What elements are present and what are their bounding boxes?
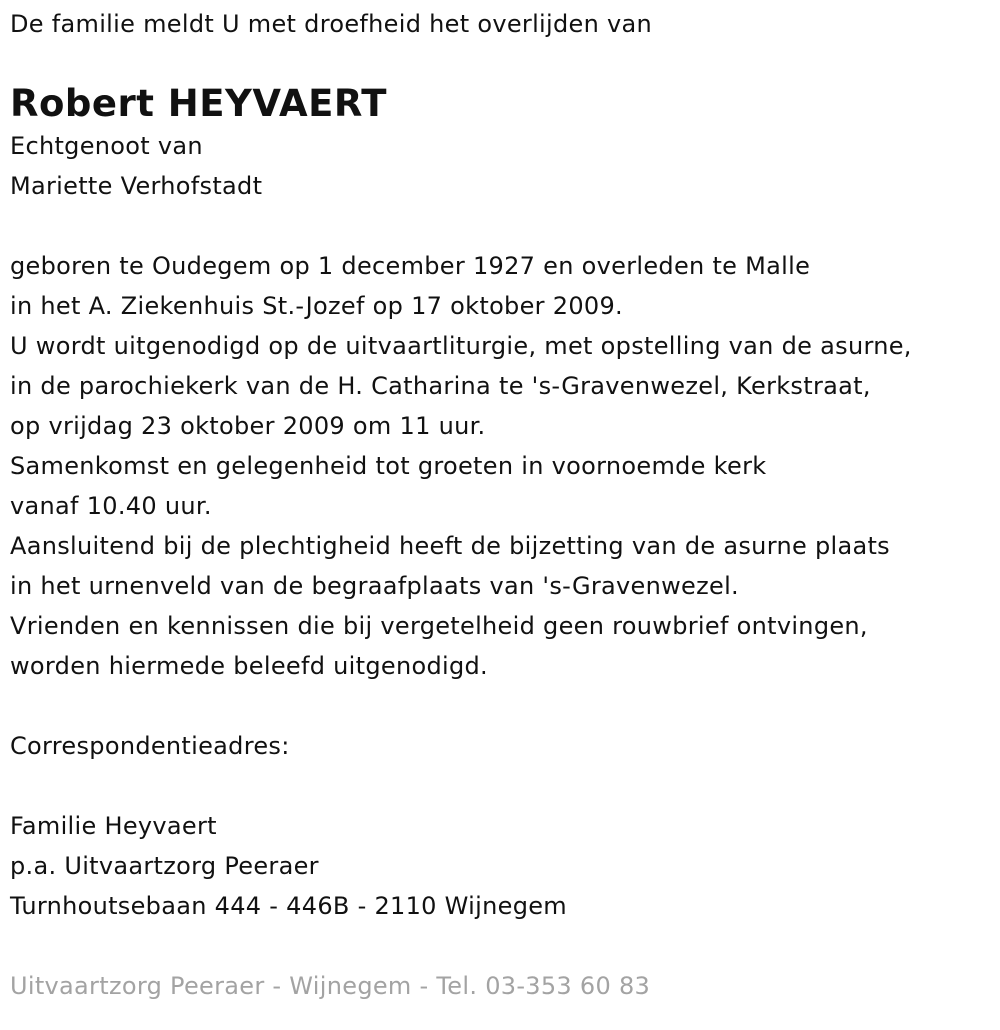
correspondence-address — [10, 806, 995, 926]
body-line: op vrijdag 23 oktober 2009 om 11 uur. — [10, 412, 486, 440]
correspondence-label: Correspondentieadres: — [10, 732, 290, 760]
relation-line: Echtgenoot van — [10, 132, 203, 160]
body-line: worden hiermede beleefd uitgenodigd. — [10, 652, 488, 680]
body-line: Vrienden en kennissen die bij vergetelheid geen rouwbrief ontvingen, — [10, 612, 868, 640]
spacer — [10, 206, 995, 246]
obituary-notice — [10, 4, 995, 1006]
footer-funeral-home: Uitvaartzorg Peeraer - Wijnegem - Tel. 03-353 60 83 — [10, 972, 651, 1000]
body-line: vanaf 10.40 uur. — [10, 492, 212, 520]
body-line: geboren te Oudegem op 1 december 1927 en overleden te Malle — [10, 252, 811, 280]
address-line: Familie Heyvaert — [10, 812, 217, 840]
body-line: in het urnenveld van de begraafplaats van 's-Gravenwezel. — [10, 572, 739, 600]
body-line: Samenkomst en gelegenheid tot groeten in voornoemde kerk — [10, 452, 767, 480]
spacer — [10, 766, 995, 806]
intro-text: De familie meldt U met droefheid het overlijden van — [10, 10, 653, 38]
notice-body — [10, 246, 995, 686]
body-line: in de parochiekerk van de H. Catharina te 's-Gravenwezel, Kerkstraat, — [10, 372, 871, 400]
spacer — [10, 686, 995, 726]
spouse-name: Mariette Verhofstadt — [10, 172, 263, 200]
body-line: Aansluitend bij de plechtigheid heeft de bijzetting van de asurne plaats — [10, 532, 890, 560]
address-line: Turnhoutsebaan 444 - 446B - 2110 Wijnegem — [10, 892, 567, 920]
address-line: p.a. Uitvaartzorg Peeraer — [10, 852, 319, 880]
deceased-name: Robert HEYVAERT — [10, 82, 387, 125]
body-line: in het A. Ziekenhuis St.-Jozef op 17 oktober 2009. — [10, 292, 623, 320]
spacer — [10, 926, 995, 966]
body-line: U wordt uitgenodigd op de uitvaartliturgie, met opstelling van de asurne, — [10, 332, 912, 360]
